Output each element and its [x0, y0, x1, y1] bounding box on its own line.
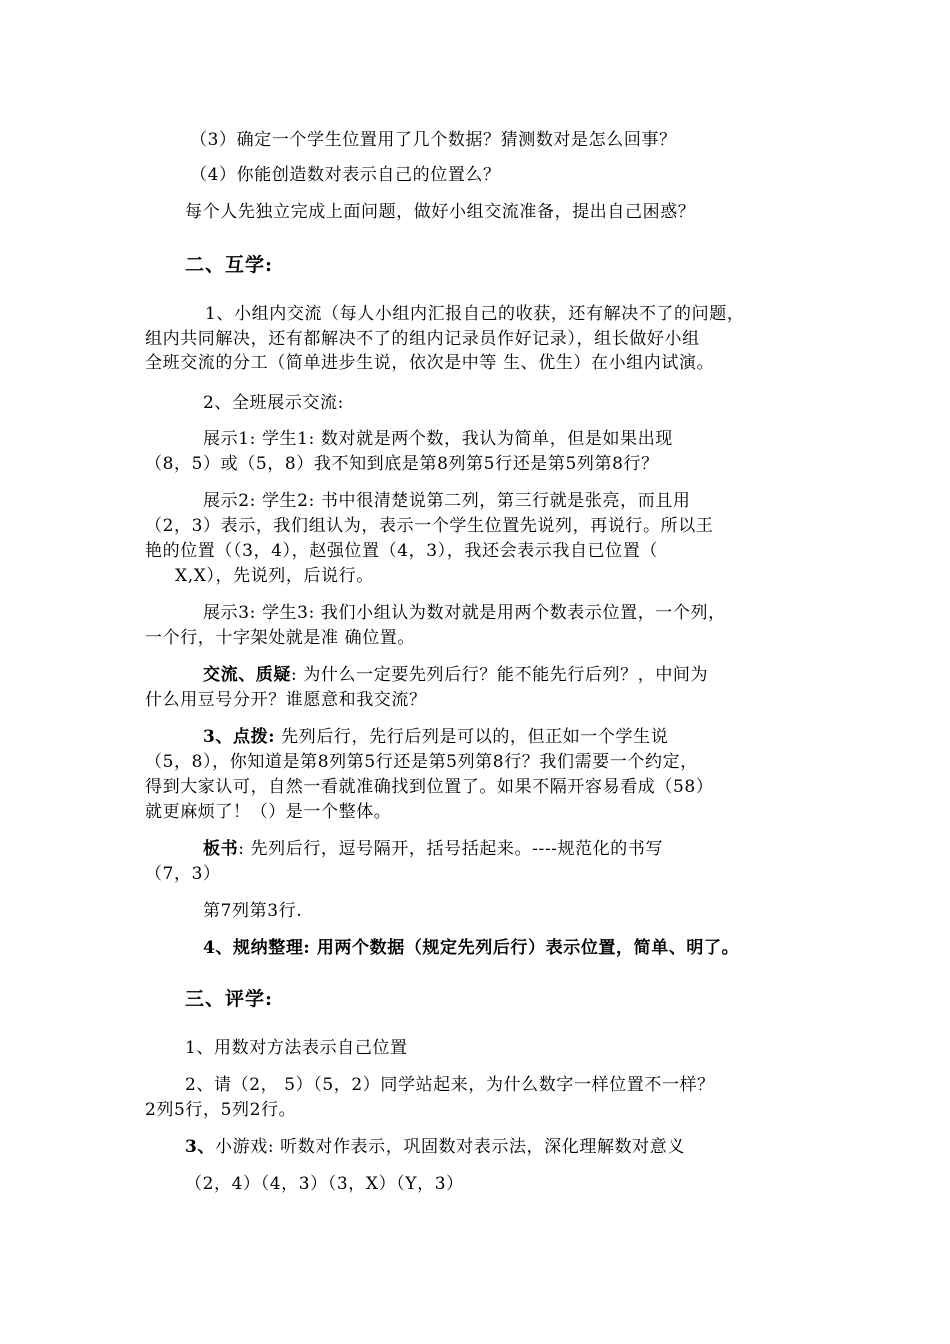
- section-title-mutual-learning: 二、互学:: [185, 254, 274, 276]
- eval-item3-text: 小游戏: 听数对作表示，巩固数对表示法，深化理解数对意义: [215, 1137, 685, 1157]
- point-line1: [203, 726, 668, 748]
- eval-item2-line2: 2列5行，5列2行。: [145, 1100, 297, 1120]
- point-line4: 就更麻烦了！（）是一个整体。: [145, 802, 392, 822]
- board-label: 板书: [203, 839, 239, 859]
- prep-instruction: 每个人先独立完成上面问题，做好小组交流准备，提出自己困惑？: [185, 202, 696, 222]
- point-line3: 得到大家认可，自然一看就准确找到位置了。如果不隔开容易看成（58）: [145, 777, 714, 797]
- point-text: 先列后行，先行后列是可以的，但正如一个学生说: [275, 727, 669, 747]
- board-line3: 第7列第3行.: [203, 901, 303, 921]
- eval-item3: [185, 1136, 685, 1158]
- game-number-pairs: （2，4）（4，3）（3，X）（Y，3）: [185, 1174, 464, 1194]
- item1-line2: 组内共同解决，还有都解决不了的组内记录员作好记录），组长做好小组: [145, 329, 700, 349]
- show3-line1: 展示3: 学生3: 我们小组认为数对就是用两个数表示位置，一个列，: [203, 603, 726, 623]
- item1-line1: 1、小组内交流（每人小组内汇报自己的收获，还有解决不了的问题，: [205, 304, 745, 324]
- board-line1: [203, 838, 663, 860]
- point-label: 3、点拨:: [203, 727, 276, 747]
- board-text: : 先列后行，逗号隔开，括号括起来。----规范化的书写: [238, 839, 664, 859]
- item1-line3: 全班交流的分工（简单进步生说，依次是中等 生、优生）在小组内试演。: [145, 353, 715, 373]
- question-3: （3）确定一个学生位置用了几个数据？猜测数对是怎么回事？: [190, 130, 677, 150]
- item2: 2、全班展示交流:: [203, 393, 344, 413]
- eval-item3-label: 3、: [185, 1137, 216, 1157]
- discuss-text: : 为什么一定要先列后行？能不能先行后列？，中间为: [291, 665, 709, 685]
- show1-line1: 展示1: 学生1: 数对就是两个数，我认为简单，但是如果出现: [203, 429, 673, 449]
- eval-item1: 1、用数对方法表示自己位置: [185, 1038, 408, 1058]
- show1-line2: （8，5）或（5，8）我不知到底是第8列第5行还是第5列第8行？: [145, 454, 659, 474]
- summary: 4、规纳整理: 用两个数据（规定先列后行）表示位置，简单、明了。: [203, 938, 740, 958]
- eval-item2-line1: 2、请（2， 5）（5，2）同学站起来，为什么数字一样位置不一样？: [185, 1075, 715, 1095]
- discuss-line2: 什么用豆号分开？谁愿意和我交流？: [145, 690, 427, 710]
- show2-line3: 艳的位置（（3，4），赵强位置（4，3），我还会表示我自已位置（: [145, 541, 658, 561]
- board-line2: （7，3）: [145, 864, 221, 884]
- show2-line4: X,X），先说列，后说行。: [175, 566, 374, 586]
- show2-line2: （2，3）表示，我们组认为，表示一个学生位置先说列，再说行。所以王: [145, 516, 714, 536]
- show2-line1: 展示2: 学生2: 书中很清楚说第二列，第三行就是张亮，而且用: [203, 491, 691, 511]
- point-line2: （5，8），你知道是第8列第5行还是第5列第8行？我们需要一个约定，: [145, 752, 698, 772]
- discuss-label: 交流、质疑: [203, 665, 291, 685]
- question-4: （4）你能创造数对表示自己的位置么？: [190, 165, 501, 185]
- discuss-line1: [203, 664, 708, 686]
- section-title-evaluation: 三、评学:: [185, 988, 274, 1010]
- show3-line2: 一个行，十字架处就是准 确位置。: [145, 628, 416, 648]
